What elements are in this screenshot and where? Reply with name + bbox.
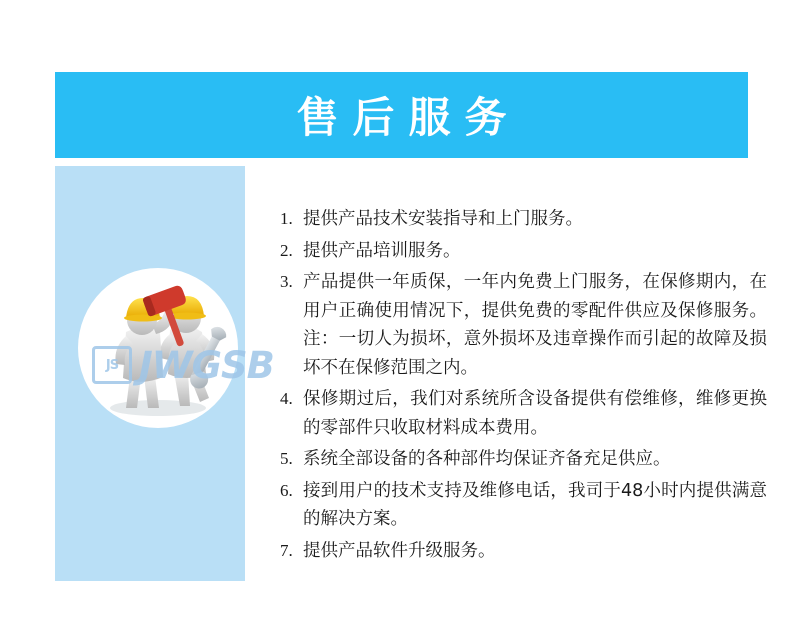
list-item: 2. 提供产品培训服务。 xyxy=(297,237,767,266)
watermark-text: JWGSB xyxy=(139,343,274,387)
list-item: 4. 保修期过后，我们对系统所含设备提供有偿维修，维修更换的零部件只收取材料成本费用。 xyxy=(297,385,767,442)
illustration xyxy=(78,268,238,428)
workers-icon xyxy=(78,268,238,428)
list-item: 5. 系统全部设备的各种部件均保证齐备充足供应。 xyxy=(297,445,767,474)
list-item: 6. 接到用户的技术支持及维修电话，我司于48小时内提供满意的解决方案。 xyxy=(297,477,767,534)
page-title: 售后服务 xyxy=(296,93,521,142)
banner xyxy=(55,72,748,158)
list-item: 7. 提供产品软件升级服务。 xyxy=(297,537,767,566)
watermark-badge: JS xyxy=(92,346,132,384)
service-list xyxy=(265,205,767,568)
list-item: 1. 提供产品技术安装指导和上门服务。 xyxy=(297,205,767,234)
list-item: 3. 产品提供一年质保，一年内免费上门服务，在保修期内，在用户正确使用情况下，提供免费的零配件供应及保修服务。注：一切人为损坏，意外损坏及违章操作而引起的故障及损坏不在保修范围之内。 xyxy=(297,268,767,382)
